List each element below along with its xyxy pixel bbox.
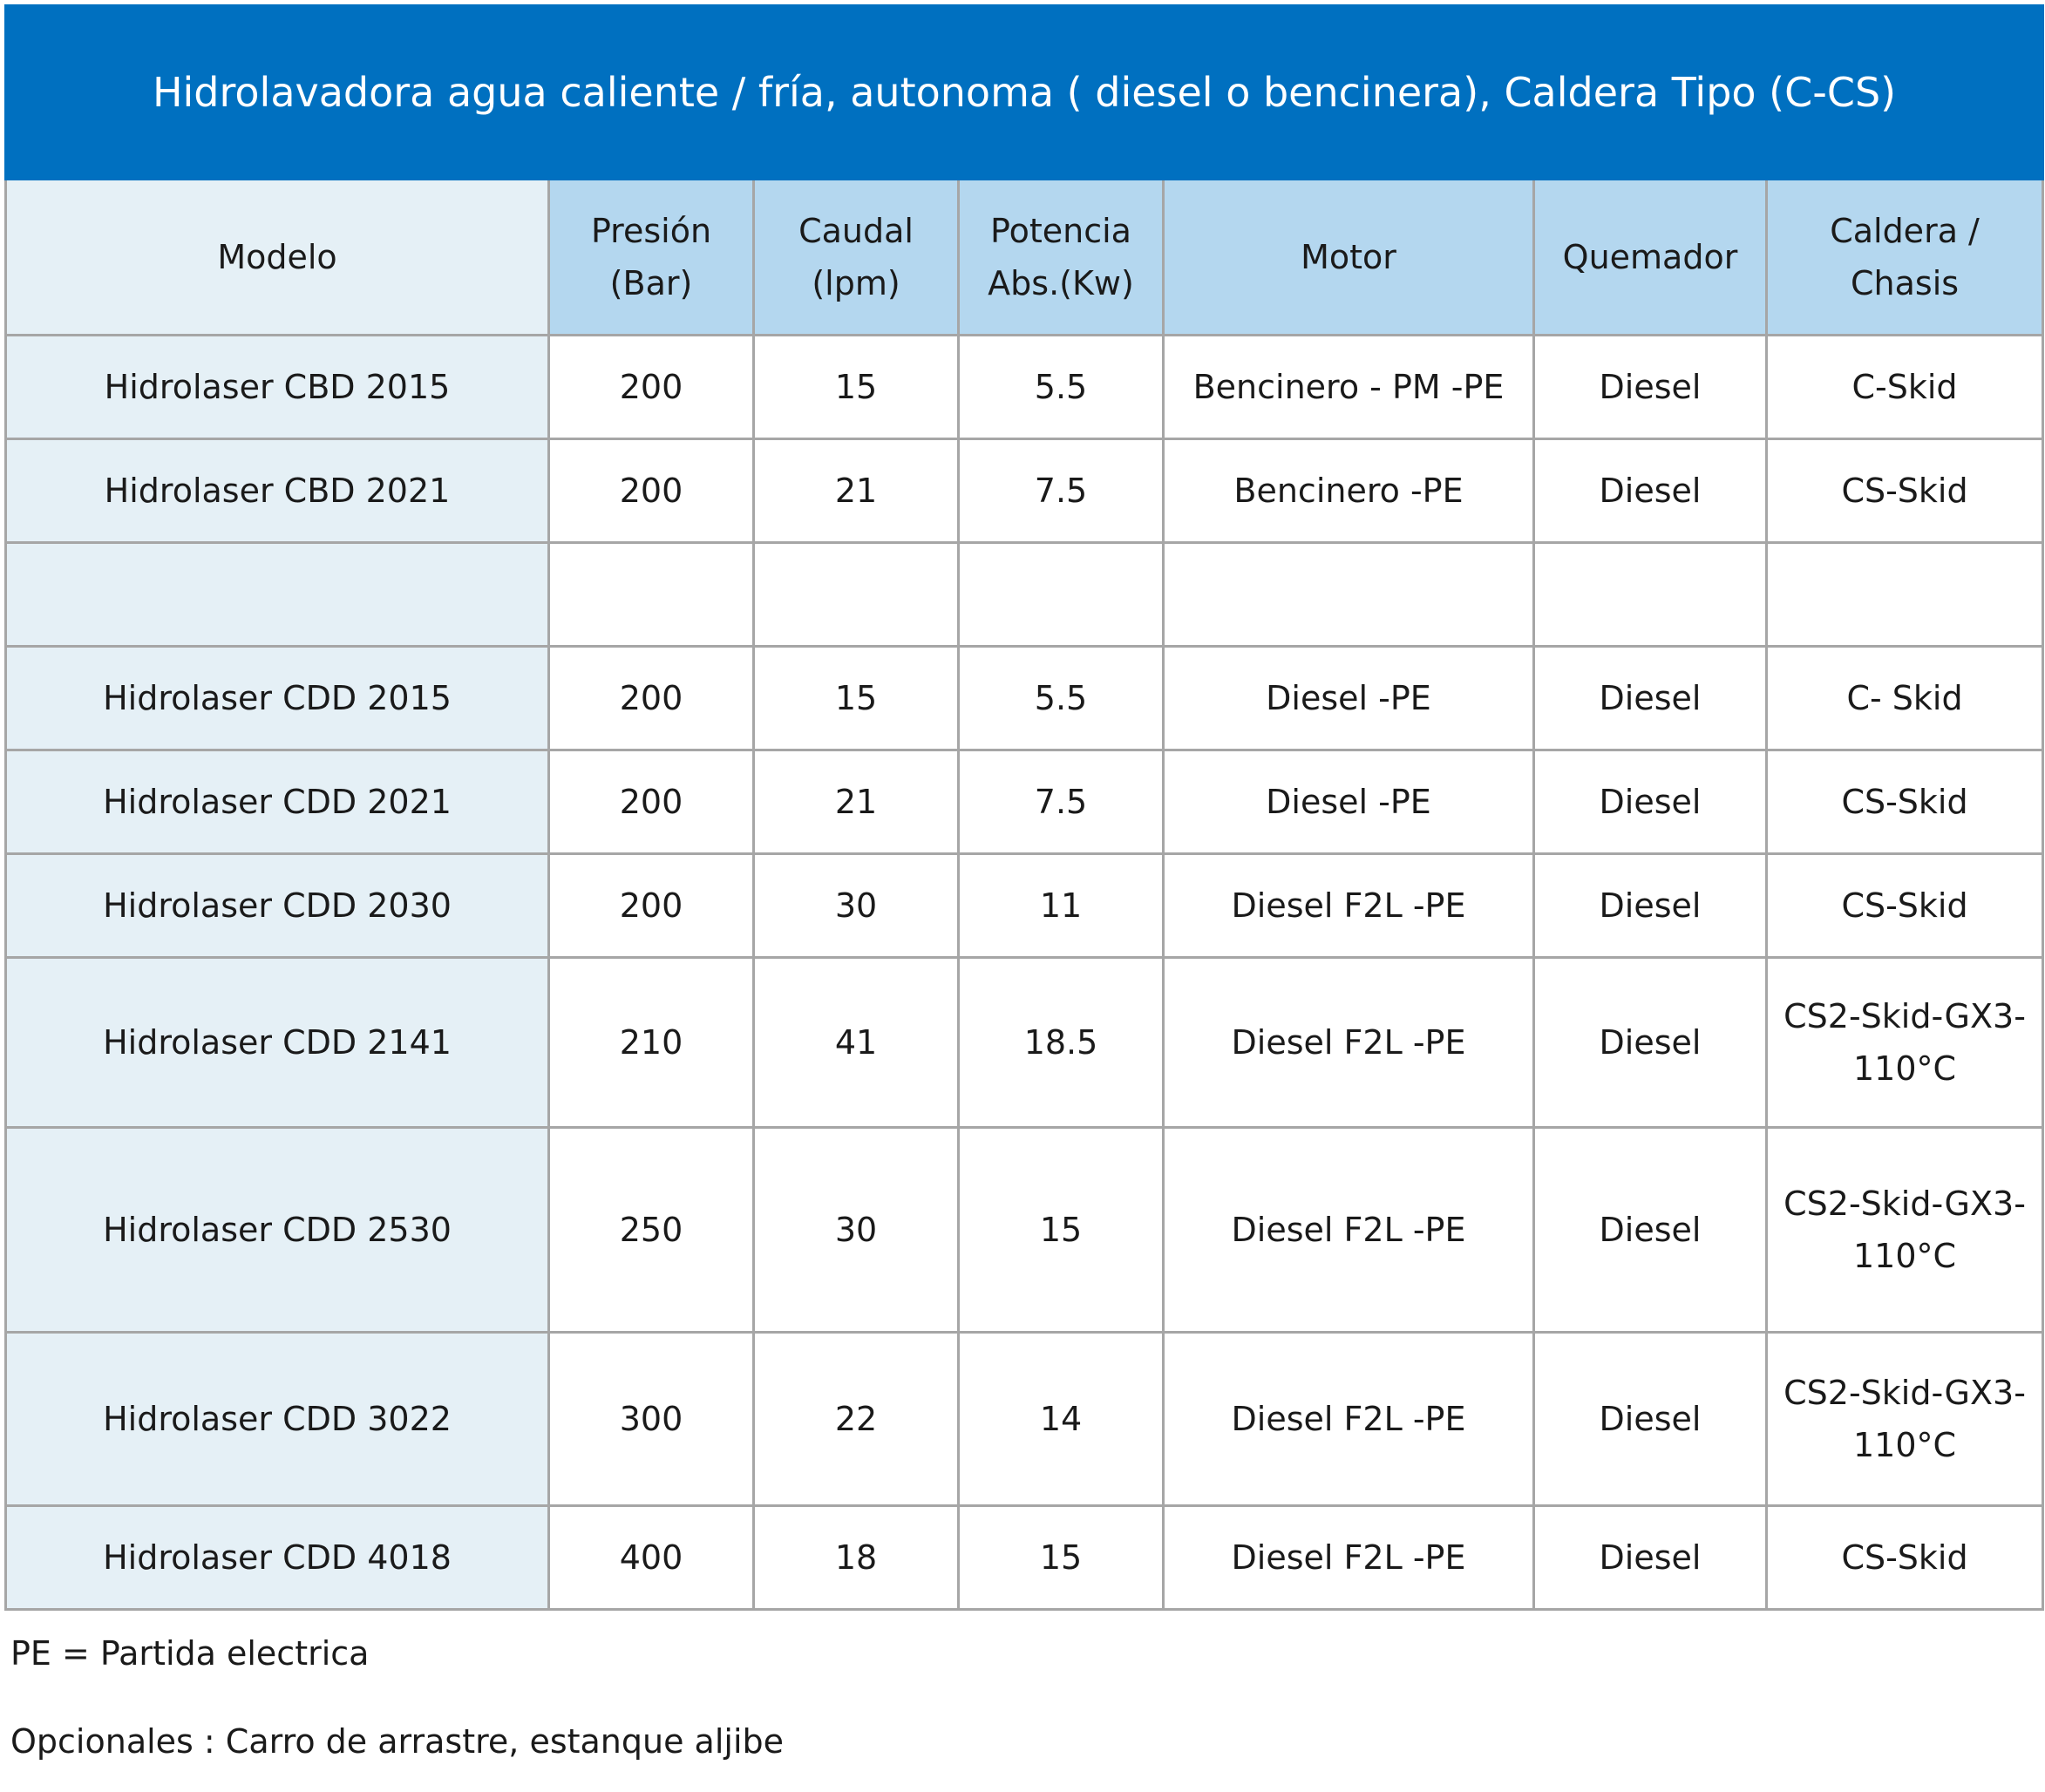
header-caldera: [1767, 180, 2043, 336]
table-row: [6, 647, 2043, 750]
cell-presion: 210: [549, 958, 754, 1128]
cell-caldera-line: CS2-Skid-GX3-: [1783, 1184, 2026, 1223]
table-body: [6, 336, 2043, 1610]
cell-motor: Diesel F2L -PE: [1164, 854, 1534, 958]
header-caudal-line1: Caudal: [798, 212, 914, 250]
cell-motor: Diesel F2L -PE: [1164, 1128, 1534, 1333]
cell-potencia: 5.5: [959, 647, 1164, 750]
table-row: [6, 543, 2043, 647]
cell-potencia: 15: [959, 1506, 1164, 1610]
cell-motor: Diesel F2L -PE: [1164, 1506, 1534, 1610]
header-presion-line2: (Bar): [609, 264, 693, 302]
cell-caudal: [754, 543, 959, 647]
cell-modelo: Hidrolaser CDD 4018: [6, 1506, 549, 1610]
header-potencia-line2: Abs.(Kw): [988, 264, 1134, 302]
cell-modelo: Hidrolaser CDD 2030: [6, 854, 549, 958]
header-caldera-line2: Chasis: [1851, 264, 1960, 302]
cell-modelo: Hidrolaser CDD 2141: [6, 958, 549, 1128]
cell-potencia: [959, 543, 1164, 647]
cell-caldera: [1767, 543, 2043, 647]
header-presion: [549, 180, 754, 336]
cell-quemador: Diesel: [1534, 750, 1767, 854]
cell-caldera-line: CS-Skid: [1841, 1538, 1968, 1577]
cell-modelo: [6, 543, 549, 647]
spec-sheet: [4, 4, 2042, 1611]
cell-caudal: 15: [754, 647, 959, 750]
cell-quemador: Diesel: [1534, 647, 1767, 750]
table-row: [6, 854, 2043, 958]
title-row: [6, 6, 2043, 180]
cell-caudal: 30: [754, 1128, 959, 1333]
cell-caudal: 18: [754, 1506, 959, 1610]
cell-quemador: Diesel: [1534, 1128, 1767, 1333]
note-opcionales: Opcionales : Carro de arrastre, estanque aljibe: [10, 1722, 785, 1761]
cell-caldera: [1767, 336, 2043, 439]
cell-caudal: 15: [754, 336, 959, 439]
table-row: [6, 1128, 2043, 1333]
cell-presion: 200: [549, 854, 754, 958]
cell-motor: [1164, 543, 1534, 647]
cell-modelo: Hidrolaser CDD 2530: [6, 1128, 549, 1333]
header-potencia: [959, 180, 1164, 336]
cell-quemador: Diesel: [1534, 958, 1767, 1128]
cell-caldera-line: 110°C: [1852, 1426, 1957, 1464]
header-potencia-line1: Potencia: [990, 212, 1131, 250]
cell-quemador: Diesel: [1534, 854, 1767, 958]
cell-caldera-line: C- Skid: [1846, 679, 1963, 717]
cell-quemador: Diesel: [1534, 1506, 1767, 1610]
cell-caldera-line: 110°C: [1852, 1237, 1957, 1275]
table-title: Hidrolavadora agua caliente / fría, autonoma ( diesel o bencinera), Caldera Tipo (C-CS): [6, 6, 2043, 180]
cell-motor: Diesel -PE: [1164, 647, 1534, 750]
table-row: [6, 1333, 2043, 1506]
table-row: [6, 1506, 2043, 1610]
cell-presion: 200: [549, 439, 754, 543]
header-modelo: Modelo: [6, 180, 549, 336]
cell-modelo: Hidrolaser CDD 2021: [6, 750, 549, 854]
cell-modelo: Hidrolaser CDD 2015: [6, 647, 549, 750]
spec-table: [4, 4, 2044, 1611]
cell-quemador: Diesel: [1534, 1333, 1767, 1506]
cell-caldera-line: CS2-Skid-GX3-: [1783, 1374, 2026, 1412]
table-row: [6, 750, 2043, 854]
cell-presion: 200: [549, 750, 754, 854]
cell-caldera: [1767, 439, 2043, 543]
cell-modelo: Hidrolaser CBD 2021: [6, 439, 549, 543]
cell-presion: 200: [549, 647, 754, 750]
cell-caldera: [1767, 647, 2043, 750]
cell-caldera: [1767, 750, 2043, 854]
cell-caldera: [1767, 1333, 2043, 1506]
header-motor: Motor: [1164, 180, 1534, 336]
cell-motor: Diesel F2L -PE: [1164, 1333, 1534, 1506]
cell-caldera-line: C-Skid: [1851, 368, 1958, 406]
cell-quemador: [1534, 543, 1767, 647]
table-row: [6, 439, 2043, 543]
header-caldera-line1: Caldera /: [1830, 212, 1980, 250]
cell-caldera-line: CS-Skid: [1841, 783, 1968, 821]
cell-motor: Bencinero -PE: [1164, 439, 1534, 543]
cell-motor: Diesel -PE: [1164, 750, 1534, 854]
cell-potencia: 15: [959, 1128, 1164, 1333]
header-caudal: [754, 180, 959, 336]
cell-caldera: [1767, 854, 2043, 958]
cell-potencia: 7.5: [959, 439, 1164, 543]
cell-modelo: Hidrolaser CBD 2015: [6, 336, 549, 439]
cell-caudal: 41: [754, 958, 959, 1128]
cell-potencia: 7.5: [959, 750, 1164, 854]
cell-caudal: 21: [754, 750, 959, 854]
cell-potencia: 14: [959, 1333, 1164, 1506]
cell-caldera: [1767, 1506, 2043, 1610]
cell-motor: Diesel F2L -PE: [1164, 958, 1534, 1128]
cell-motor: Bencinero - PM -PE: [1164, 336, 1534, 439]
cell-presion: 200: [549, 336, 754, 439]
note-pe: PE = Partida electrica: [10, 1634, 370, 1673]
cell-caldera: [1767, 958, 2043, 1128]
cell-caldera-line: 110°C: [1852, 1049, 1957, 1088]
cell-caldera-line: CS-Skid: [1841, 472, 1968, 510]
cell-presion: 300: [549, 1333, 754, 1506]
cell-modelo: Hidrolaser CDD 3022: [6, 1333, 549, 1506]
cell-potencia: 18.5: [959, 958, 1164, 1128]
cell-quemador: Diesel: [1534, 439, 1767, 543]
cell-caldera-line: CS2-Skid-GX3-: [1783, 997, 2026, 1035]
cell-potencia: 5.5: [959, 336, 1164, 439]
header-quemador: Quemador: [1534, 180, 1767, 336]
table-row: [6, 336, 2043, 439]
cell-potencia: 11: [959, 854, 1164, 958]
cell-caudal: 21: [754, 439, 959, 543]
cell-caldera-line: CS-Skid: [1841, 886, 1968, 925]
cell-presion: 250: [549, 1128, 754, 1333]
table-row: [6, 958, 2043, 1128]
header-presion-line1: Presión: [590, 212, 712, 250]
cell-caldera: [1767, 1128, 2043, 1333]
cell-caudal: 22: [754, 1333, 959, 1506]
cell-presion: 400: [549, 1506, 754, 1610]
header-row: [6, 180, 2043, 336]
cell-caudal: 30: [754, 854, 959, 958]
cell-presion: [549, 543, 754, 647]
header-caudal-line2: (lpm): [812, 264, 900, 302]
cell-quemador: Diesel: [1534, 336, 1767, 439]
